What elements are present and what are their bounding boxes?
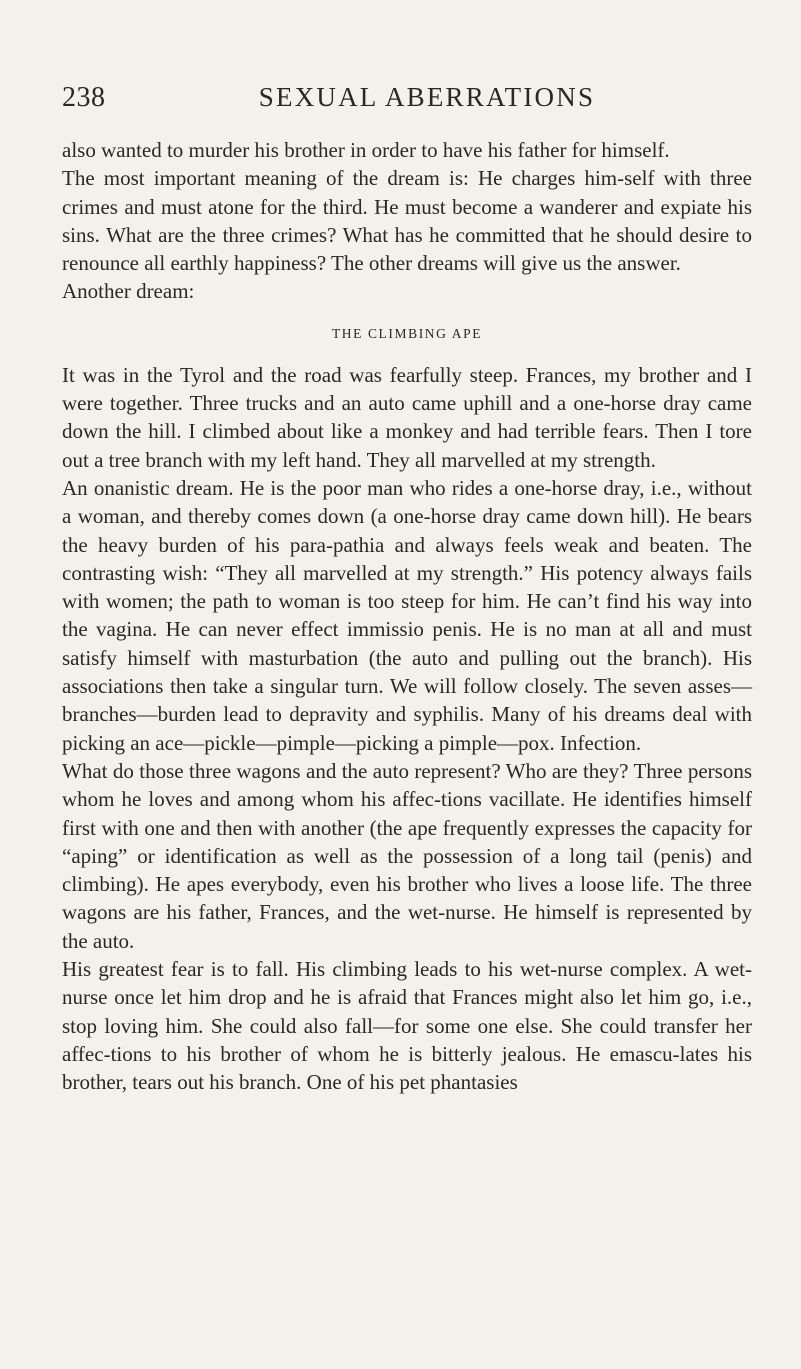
paragraph-3: Another dream:	[62, 279, 195, 304]
running-title: SEXUAL ABERRATIONS	[258, 82, 596, 112]
section-heading: THE CLIMBING APE	[331, 325, 483, 341]
paragraph-6: What do those three wagons and the auto represent? Who are they? Three persons whom he loves and among whom his affec-tions vacillate. He identifies himself first with one and then with another (the ape frequently expresses the capacity for “aping” or identification as well as the possession of a long tail (penis) and climbing). He apes everybody, even his brother who lives a loose life. The three wagons are his father, Frances, and the wet-nurse. He himself is represented by the auto.	[62, 758, 752, 953]
paragraph-7: His greatest fear is to fall. His climbing leads to his wet-nurse complex. A wet-nurse once let him drop and he is afraid that Frances might also let him go, i.e., stop loving him. She could also fall—for some one else. She could transfer her affec-tions to his brother of whom he is bitterly jealous. He emascu-lates his brother, tears out his branch. One of his pet phantasies	[62, 957, 752, 1095]
book-page	[62, 82, 752, 1097]
paragraph-1: also wanted to murder his brother in order to have his father for himself.	[62, 138, 670, 162]
page-number: 238	[62, 82, 106, 113]
running-head	[62, 82, 752, 122]
paragraph-5: An onanistic dream. He is the poor man who rides a one-horse dray, i.e., without a woman, and thereby comes down (a one-horse dray came down hill). He bears the heavy burden of his para-pathia and always feels weak and beaten. The contrasting wish: “They all marvelled at my strength.” His potency always fails with women; the path to woman is too steep for him. He can’t find his way into the vagina. He can never effect immissio penis. He is no man at all and must satisfy himself with masturbation (the auto and pulling out the branch). His associations then take a singular turn. We will follow closely. The seven asses— branches—burden lead to depravity and syphilis. Many of his dreams deal with picking an ace—pickle—pimple—picking a pimple—pox. Infection.	[62, 475, 752, 755]
paragraph-2: The most important meaning of the dream is: He charges him-self with three crimes and must atone for the third. He must become a wanderer and expiate his sins. What are the three crimes? What has he committed that he should desire to renounce all earthly happiness? The other dreams will give us the answer.	[62, 166, 752, 276]
paragraph-4: It was in the Tyrol and the road was fearfully steep. Frances, my brother and I were together. Three trucks and an auto came uphill and a one-horse dray came down the hill. I climbed about like a monkey and had terrible fears. Then I tore out a tree branch with my left hand. They all marvelled at my strength.	[62, 362, 752, 472]
